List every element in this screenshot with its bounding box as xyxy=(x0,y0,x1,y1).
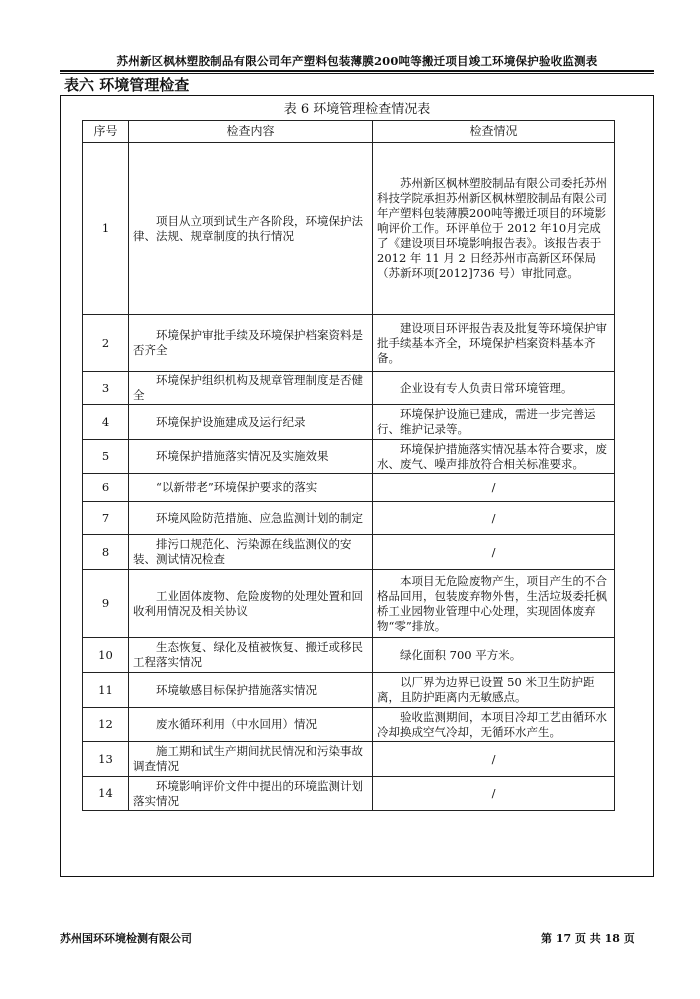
section-title: 表六 环境管理检查 xyxy=(64,76,190,94)
row-content: 环境保护组织机构及规章管理制度是否健全 xyxy=(129,372,373,405)
row-no: 11 xyxy=(83,673,129,708)
table-row xyxy=(83,638,615,673)
row-no: 2 xyxy=(83,315,129,372)
row-result: 苏州新区枫林塑胶制品有限公司委托苏州科技学院承担苏州新区枫林塑胶制品有限公司年产塑料包装薄膜200吨等搬迁项目的环境影响评价工作。环评单位于 2012 年10月完成了《建设项目环境影响报告表》。该报告表于 2012 年 11 月 2 日经苏州市高新区环保局（苏新环项[2012]736 号）审批同意。 xyxy=(373,143,615,315)
row-content: 环境影响评价文件中提出的环境监测计划落实情况 xyxy=(129,777,373,811)
row-content: 环境保护设施建成及运行纪录 xyxy=(129,405,373,440)
table-row xyxy=(83,502,615,535)
row-no: 8 xyxy=(83,535,129,570)
row-content: 项目从立项到试生产各阶段，环境保护法律、法规、规章制度的执行情况 xyxy=(129,143,373,315)
table-row xyxy=(83,708,615,742)
row-result: 环境保护设施已建成，需进一步完善运行、维护记录等。 xyxy=(373,405,615,440)
table-row xyxy=(83,474,615,502)
row-content: 环境风险防范措施、应急监测计划的制定 xyxy=(129,502,373,535)
table-row xyxy=(83,372,615,405)
row-result: 验收监测期间，本项目冷却工艺由循环水冷却换成空气冷却，无循环水产生。 xyxy=(373,708,615,742)
row-no: 3 xyxy=(83,372,129,405)
footer-company: 苏州国环环境检测有限公司 xyxy=(60,932,192,945)
table-header-row xyxy=(83,121,615,143)
row-result: 以厂界为边界已设置 50 米卫生防护距离，且防护距离内无敏感点。 xyxy=(373,673,615,708)
row-no: 9 xyxy=(83,570,129,638)
table-row xyxy=(83,405,615,440)
footer-page-number: 第 17 页 共 18 页 xyxy=(541,932,635,945)
header-rule-thick xyxy=(60,70,654,72)
table-row xyxy=(83,143,615,315)
row-no: 5 xyxy=(83,440,129,474)
table-row xyxy=(83,315,615,372)
row-content: 环境保护措施落实情况及实施效果 xyxy=(129,440,373,474)
row-result: / xyxy=(373,742,615,777)
table-row xyxy=(83,440,615,474)
row-result: 环境保护措施落实情况基本符合要求，废水、废气、噪声排放符合相关标准要求。 xyxy=(373,440,615,474)
row-no: 4 xyxy=(83,405,129,440)
row-result: / xyxy=(373,502,615,535)
row-no: 6 xyxy=(83,474,129,502)
row-result: 企业设有专人负责日常环境管理。 xyxy=(373,372,615,405)
row-no: 1 xyxy=(83,143,129,315)
row-content: 环境敏感目标保护措施落实情况 xyxy=(129,673,373,708)
row-no: 12 xyxy=(83,708,129,742)
column-header-content: 检查内容 xyxy=(129,121,373,143)
row-result: / xyxy=(373,777,615,811)
row-no: 10 xyxy=(83,638,129,673)
row-content: 施工期和试生产期间扰民情况和污染事故调查情况 xyxy=(129,742,373,777)
row-result: 绿化面积 700 平方米。 xyxy=(373,638,615,673)
row-result: / xyxy=(373,474,615,502)
report-header-title: 苏州新区枫林塑胶制品有限公司年产塑料包装薄膜200吨等搬迁项目竣工环境保护验收监测表 xyxy=(116,54,598,68)
row-content: 环境保护审批手续及环境保护档案资料是否齐全 xyxy=(129,315,373,372)
row-result: 建设项目环评报告表及批复等环境保护审批手续基本齐全，环境保护档案资料基本齐备。 xyxy=(373,315,615,372)
column-header-result: 检查情况 xyxy=(373,121,615,143)
row-no: 14 xyxy=(83,777,129,811)
table-caption: 表 6 环境管理检查情况表 xyxy=(283,102,431,117)
row-content: 工业固体废物、危险废物的处理处置和回收利用情况及相关协议 xyxy=(129,570,373,638)
table-row xyxy=(83,570,615,638)
row-no: 13 xyxy=(83,742,129,777)
row-content: 废水循环利用（中水回用）情况 xyxy=(129,708,373,742)
row-no: 7 xyxy=(83,502,129,535)
table-row xyxy=(83,535,615,570)
row-result: / xyxy=(373,535,615,570)
environment-check-table xyxy=(82,120,615,811)
table-row xyxy=(83,673,615,708)
row-result: 本项目无危险废物产生，项目产生的不合格品回用，包装废弃物外售，生活垃圾委托枫桥工业园物业管理中心处理，实现固体废弃物“零”排放。 xyxy=(373,570,615,638)
column-header-no: 序号 xyxy=(83,121,129,143)
row-content: 排污口规范化、污染源在线监测仪的安装、测试情况检查 xyxy=(129,535,373,570)
table-row xyxy=(83,742,615,777)
table-row xyxy=(83,777,615,811)
row-content: “以新带老”环境保护要求的落实 xyxy=(129,474,373,502)
row-content: 生态恢复、绿化及植被恢复、搬迁或移民工程落实情况 xyxy=(129,638,373,673)
